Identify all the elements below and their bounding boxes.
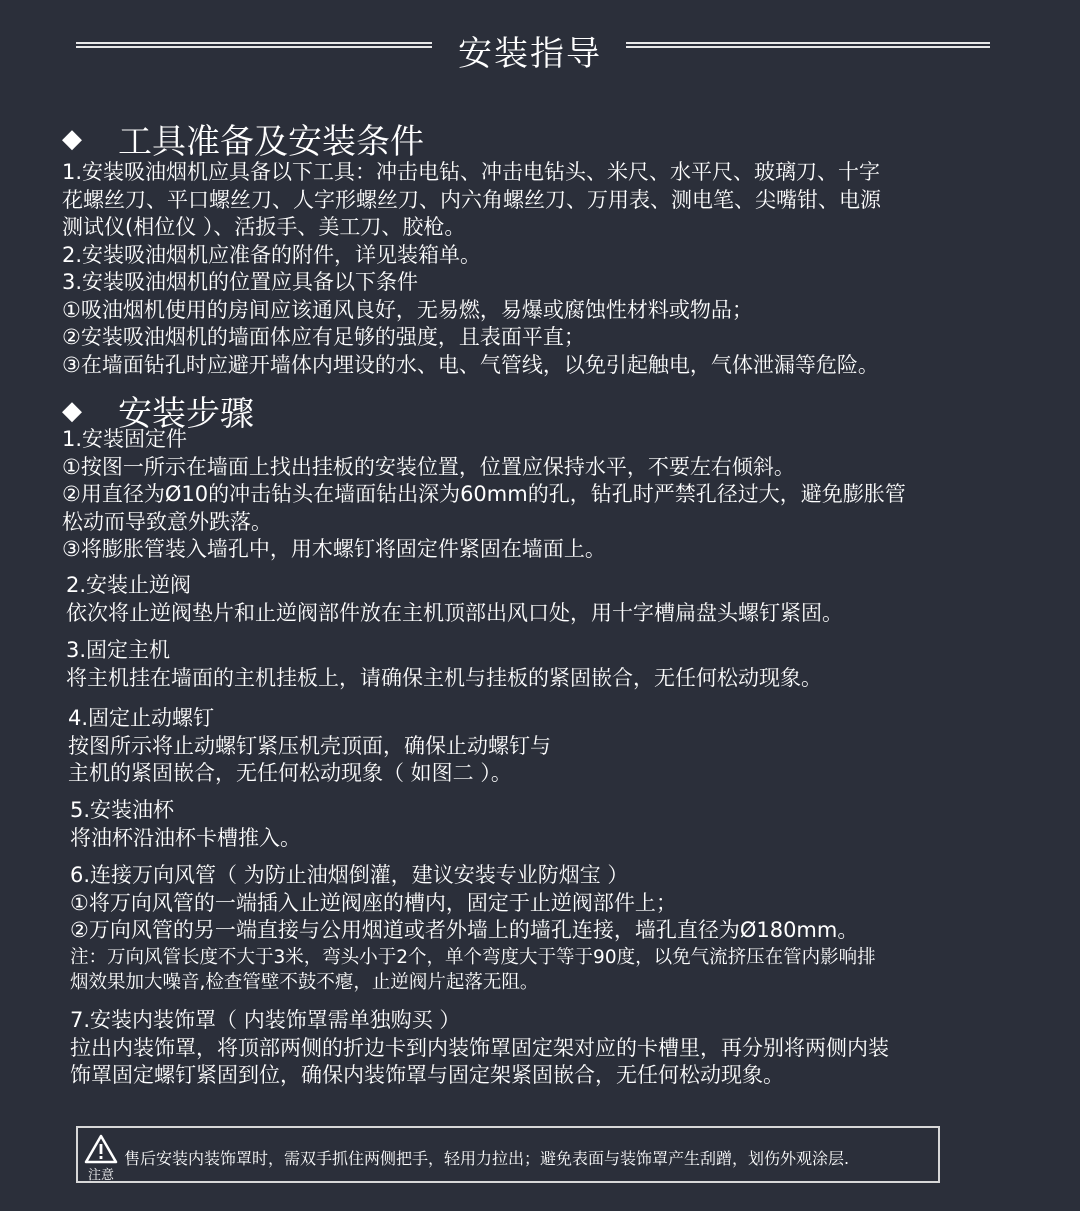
- note-line: 注：万向风管长度不大于3米，弯头小于2个，单个弯度大于等于90度，以免气流挤压在管内影响排: [70, 946, 876, 968]
- section-title: 安装步骤: [118, 394, 254, 434]
- step-5: [70, 797, 1070, 852]
- text-line: ③将膨胀管装入墙孔中，用木螺钉将固定件紧固在墙面上。: [62, 537, 606, 561]
- text-line: 2.安装吸油烟机应准备的附件，详见装箱单。: [62, 242, 482, 267]
- text-line: 测试仪(相位仪 ）、活扳手、美工刀、胶枪。: [62, 215, 466, 239]
- text-line: 花螺丝刀、平口螺丝刀、人字形螺丝刀、内六角螺丝刀、万用表、测电笔、尖嘴钳、电源: [62, 187, 881, 212]
- section-heading-tools: [62, 114, 424, 163]
- text-line: 3.安装吸油烟机的位置应具备以下条件: [62, 270, 419, 294]
- diamond-bullet-icon: ◆: [62, 395, 82, 426]
- text-line: 2.安装止逆阀: [66, 573, 192, 597]
- text-line: 将油杯沿油杯卡槽推入。: [70, 825, 301, 850]
- text-line: ②用直径为Ø10的冲击钻头在墙面钻出深为60mm的孔，钻孔时严禁孔径过大，避免膨胀管: [62, 482, 906, 506]
- text-line: 松动而导致意外跌落。: [62, 509, 272, 534]
- text-line: ③在墙面钻孔时应避开墙体内埋设的水、电、气管线，以免引起触电，气体泄漏等危险。: [62, 352, 879, 377]
- text-line: 7.安装内装饰罩（ 内装饰罩需单独购买 ）: [70, 1008, 461, 1032]
- warning-text: 售后安装内装饰罩时，需双手抓住两侧把手，轻用力拉出；避免表面与装饰罩产生刮蹭，划伤外观涂层.: [124, 1149, 850, 1168]
- step-7: [70, 1007, 1070, 1090]
- header-rule-right: [626, 42, 990, 48]
- text-line: ①按图一所示在墙面上找出挂板的安装位置，位置应保持水平，不要左右倾斜。: [62, 454, 795, 479]
- text-line: ②安装吸油烟机的墙面体应有足够的强度，且表面平直；: [62, 325, 585, 349]
- step-3: [66, 637, 1066, 692]
- page-title: 安装指导: [458, 34, 602, 74]
- text-line: 6.连接万向风管（ 为防止油烟倒灌，建议安装专业防烟宝 ）: [70, 863, 629, 887]
- warning-icon: [84, 1134, 118, 1164]
- note-line: 烟效果加大噪音,检查管壁不鼓不瘪，止逆阀片起落无阻。: [70, 971, 539, 993]
- section-title: 工具准备及安装条件: [118, 122, 424, 162]
- text-line: ②万向风管的另一端直接与公用烟道或者外墙上的墙孔连接，墙孔直径为Ø180mm。: [70, 918, 859, 942]
- text-line: 主机的紧固嵌合，无任何松动现象（ 如图二 ）。: [68, 761, 512, 785]
- text-line: ①吸油烟机使用的房间应该通风良好，无易燃，易爆或腐蚀性材料或物品；: [62, 297, 753, 322]
- text-line: 依次将止逆阀垫片和止逆阀部件放在主机顶部出风口处，用十字槽扁盘头螺钉紧固。: [66, 600, 843, 625]
- tools-conditions-text: [62, 159, 1062, 379]
- header-rule-left: [76, 42, 432, 48]
- text-line: ①将万向风管的一端插入止逆阀座的槽内，固定于止逆阀部件上；: [70, 890, 677, 915]
- warning-box: [76, 1126, 940, 1183]
- text-line: 4.固定止动螺钉: [68, 706, 215, 730]
- warning-label: 注意: [87, 1168, 114, 1183]
- text-line: 按图所示将止动螺钉紧压机壳顶面，确保止动螺钉与: [68, 733, 551, 758]
- page-header: [0, 22, 1080, 72]
- text-line: 1.安装吸油烟机应具备以下工具：冲击电钻、冲击电钻头、米尺、水平尺、玻璃刀、十字: [62, 160, 881, 184]
- text-line: 5.安装油杯: [70, 798, 175, 822]
- step-2: [66, 572, 1066, 627]
- diamond-bullet-icon: ◆: [62, 123, 82, 154]
- text-line: 饰罩固定螺钉紧固到位，确保内装饰罩与固定架紧固嵌合，无任何松动现象。: [70, 1063, 784, 1087]
- text-line: 将主机挂在墙面的主机挂板上，请确保主机与挂板的紧固嵌合，无任何松动现象。: [66, 665, 822, 690]
- text-line: 3.固定主机: [66, 638, 171, 662]
- text-line: 拉出内装饰罩，将顶部两侧的折边卡到内装饰罩固定架对应的卡槽里，再分别将两侧内装: [70, 1035, 889, 1060]
- step-4: [68, 705, 1068, 788]
- step-6: [70, 862, 1070, 995]
- step-1: [62, 426, 1062, 564]
- text-line: 1.安装固定件: [62, 427, 188, 451]
